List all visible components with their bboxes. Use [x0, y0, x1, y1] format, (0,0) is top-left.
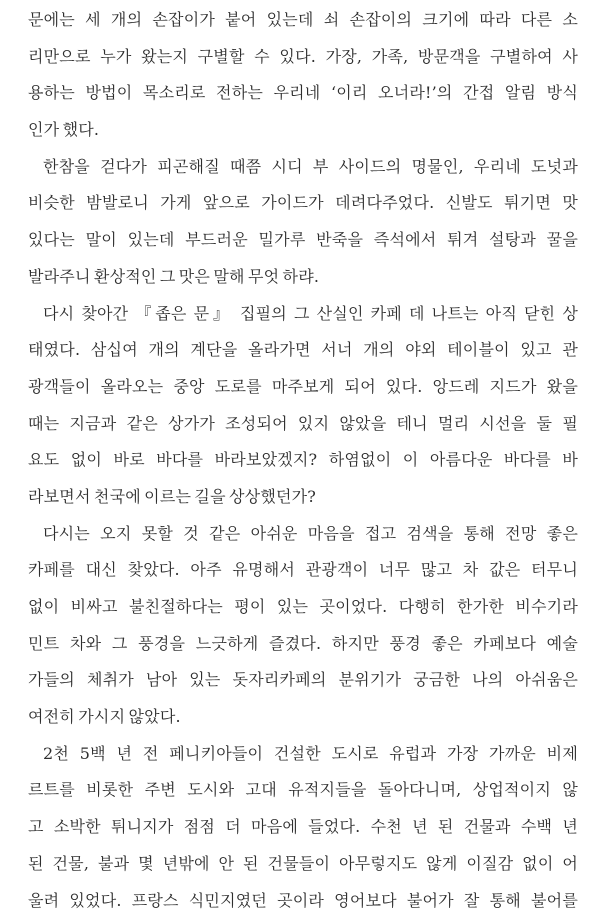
text-line: 발라주니 환상적인 그 맛은 말해 무엇 하랴. [28, 266, 320, 286]
text-line: 때는 지금과 같은 상가가 조성되어 있지 않았을 테니 멀리 시선을 둘 필 [28, 413, 578, 433]
text-line: 다시 찾아간 『좁은 문』 집필의 그 산실인 카페 데 나트는 아직 닫힌 상 [43, 303, 578, 323]
text-line: 요도 없이 바로 바다를 바라보았겠지? 하염없이 이 아름다운 바다를 바 [28, 450, 578, 470]
text-line: 용하는 방법이 목소리로 전하는 우리네 ‘이리 오너라!’의 간접 알림 방식 [28, 83, 578, 103]
text-line: 된 건물, 불과 몇 년밖에 안 된 건물들이 아무렇지도 않게 이질감 없이 어 [28, 853, 578, 873]
text-line: 2천 5백 년 전 페니키아들이 건설한 도시로 유럽과 가장 가까운 비제 [43, 743, 578, 763]
text-line: 태였다. 삼십여 개의 계단을 올라가면 서너 개의 야외 테이블이 있고 관 [28, 340, 578, 360]
paragraph [28, 516, 578, 736]
text-line: 가들의 체취가 남아 있는 돗자리카페의 분위기가 궁금한 나의 아쉬움은 [28, 670, 578, 690]
text-line: 여전히 가시지 않았다. [28, 707, 181, 727]
text-line: 한참을 걷다가 피곤해질 때쯤 시디 부 사이드의 명물인, 우리네 도넛과 [43, 156, 578, 176]
text-line: 다시는 오지 못할 것 같은 아쉬운 마음을 접고 검색을 통해 전망 좋은 [43, 523, 578, 543]
text-line: 없이 비싸고 불친절하다는 평이 있는 곳이었다. 다행히 한가한 비수기라 [28, 597, 578, 616]
text-line: 라보면서 천국에 이르는 길을 상상했던가? [28, 486, 317, 506]
text-line: 민트 차와 그 풍경을 느긋하게 즐겼다. 하지만 풍경 좋은 카페보다 예술 [28, 633, 578, 653]
paragraph [28, 736, 578, 919]
paragraph [28, 149, 578, 296]
text-line: 고 소박한 튀니지가 점점 더 마음에 들었다. 수천 년 된 건물과 수백 년 [28, 817, 578, 837]
text-line: 광객들이 올라오는 중앙 도로를 마주보게 되어 있다. 앙드레 지드가 왔을 [28, 376, 578, 396]
text-line: 르트를 비롯한 주변 도시와 고대 유적지들을 돌아다니며, 상업적이지 않 [28, 780, 578, 800]
paragraph [28, 296, 578, 516]
text-line: 카페를 대신 찾았다. 아주 유명해서 관광객이 너무 많고 차 값은 터무니 [28, 560, 578, 580]
text-line: 문에는 세 개의 손잡이가 붙어 있는데 쇠 손잡이의 크기에 따라 다른 소 [28, 10, 578, 29]
paragraph [28, 2, 578, 149]
text-line: 비슷한 밤발로니 가게 앞으로 가이드가 데려다주었다. 신발도 튀기면 맛 [28, 193, 578, 213]
text-line: 리만으로 누가 왔는지 구별할 수 있다. 가장, 가족, 방문객을 구별하여 사 [28, 46, 578, 66]
text-line: 인가 했다. [28, 120, 100, 140]
text-line: 울려 있었다. 프랑스 식민지였던 곳이라 영어보다 불어가 잘 통해 불어를 [28, 890, 578, 910]
text-line: 있다는 말이 있는데 부드러운 밀가루 반죽을 즉석에서 튀겨 설탕과 꿀을 [28, 230, 578, 250]
